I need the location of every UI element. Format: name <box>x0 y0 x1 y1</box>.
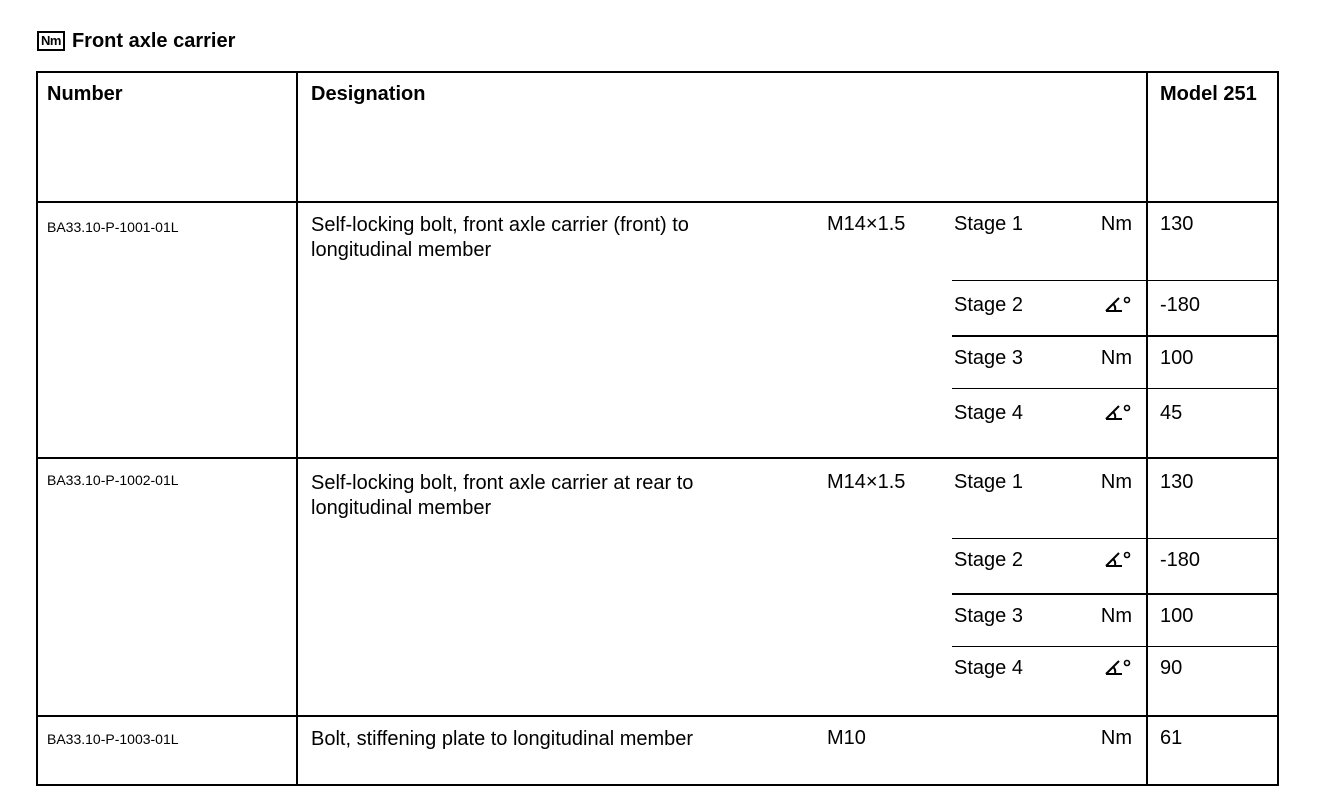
stage-divider <box>952 280 1279 281</box>
row-divider <box>36 457 1279 459</box>
stage-divider <box>952 538 1279 539</box>
angle-degree-icon <box>1104 403 1132 423</box>
column-header-designation: Designation <box>311 83 426 105</box>
stage-label: Stage 3 <box>954 347 1023 369</box>
unit-nm: Nm <box>1100 727 1132 749</box>
part-number: BA33.10-P-1003-01L <box>47 731 179 747</box>
torque-value: -180 <box>1160 294 1201 316</box>
unit-nm: Nm <box>1100 347 1132 369</box>
stage-divider <box>952 388 1279 389</box>
row-divider <box>36 201 1279 203</box>
torque-value: -180 <box>1160 549 1201 571</box>
torque-table <box>36 71 1279 786</box>
thread-size: M14×1.5 <box>827 471 906 493</box>
row-divider <box>36 715 1279 717</box>
torque-value: 130 <box>1160 213 1194 235</box>
stage-label: Stage 2 <box>954 549 1023 571</box>
torque-value: 61 <box>1160 727 1183 749</box>
thread-size: M10 <box>827 727 866 749</box>
page-header <box>37 26 235 56</box>
part-number: BA33.10-P-1002-01L <box>47 472 179 488</box>
column-header-number: Number <box>47 83 123 105</box>
stage-label: Stage 3 <box>954 605 1023 627</box>
torque-value: 90 <box>1160 657 1183 679</box>
page-title: Front axle carrier <box>71 29 236 52</box>
part-designation: Self-locking bolt, front axle carrier at rear to longitudinal member <box>311 472 694 519</box>
stage-label: Stage 4 <box>954 402 1023 424</box>
torque-value: 130 <box>1160 471 1194 493</box>
torque-value: 100 <box>1160 347 1194 369</box>
part-designation: Bolt, stiffening plate to longitudinal member <box>311 728 694 750</box>
stage-divider <box>952 593 1279 595</box>
column-divider <box>1146 71 1148 786</box>
part-number: BA33.10-P-1001-01L <box>47 219 179 235</box>
part-designation: Self-locking bolt, front axle carrier (front) to longitudinal member <box>311 214 689 261</box>
thread-size: M14×1.5 <box>827 213 906 235</box>
stage-label: Stage 1 <box>954 213 1023 235</box>
torque-value: 100 <box>1160 605 1194 627</box>
torque-value: 45 <box>1160 402 1183 424</box>
torque-nm-icon: Nm <box>37 31 65 51</box>
column-divider <box>296 71 298 786</box>
angle-degree-icon <box>1104 658 1132 678</box>
stage-label: Stage 2 <box>954 294 1023 316</box>
stage-divider <box>952 335 1279 337</box>
unit-nm: Nm <box>1100 213 1132 235</box>
angle-degree-icon <box>1104 550 1132 570</box>
unit-nm: Nm <box>1100 605 1132 627</box>
unit-nm: Nm <box>1100 471 1132 493</box>
stage-label: Stage 1 <box>954 471 1023 493</box>
stage-label: Stage 4 <box>954 657 1023 679</box>
stage-divider <box>952 646 1279 647</box>
angle-degree-icon <box>1104 295 1132 315</box>
column-header-model: Model 251 <box>1160 83 1257 105</box>
